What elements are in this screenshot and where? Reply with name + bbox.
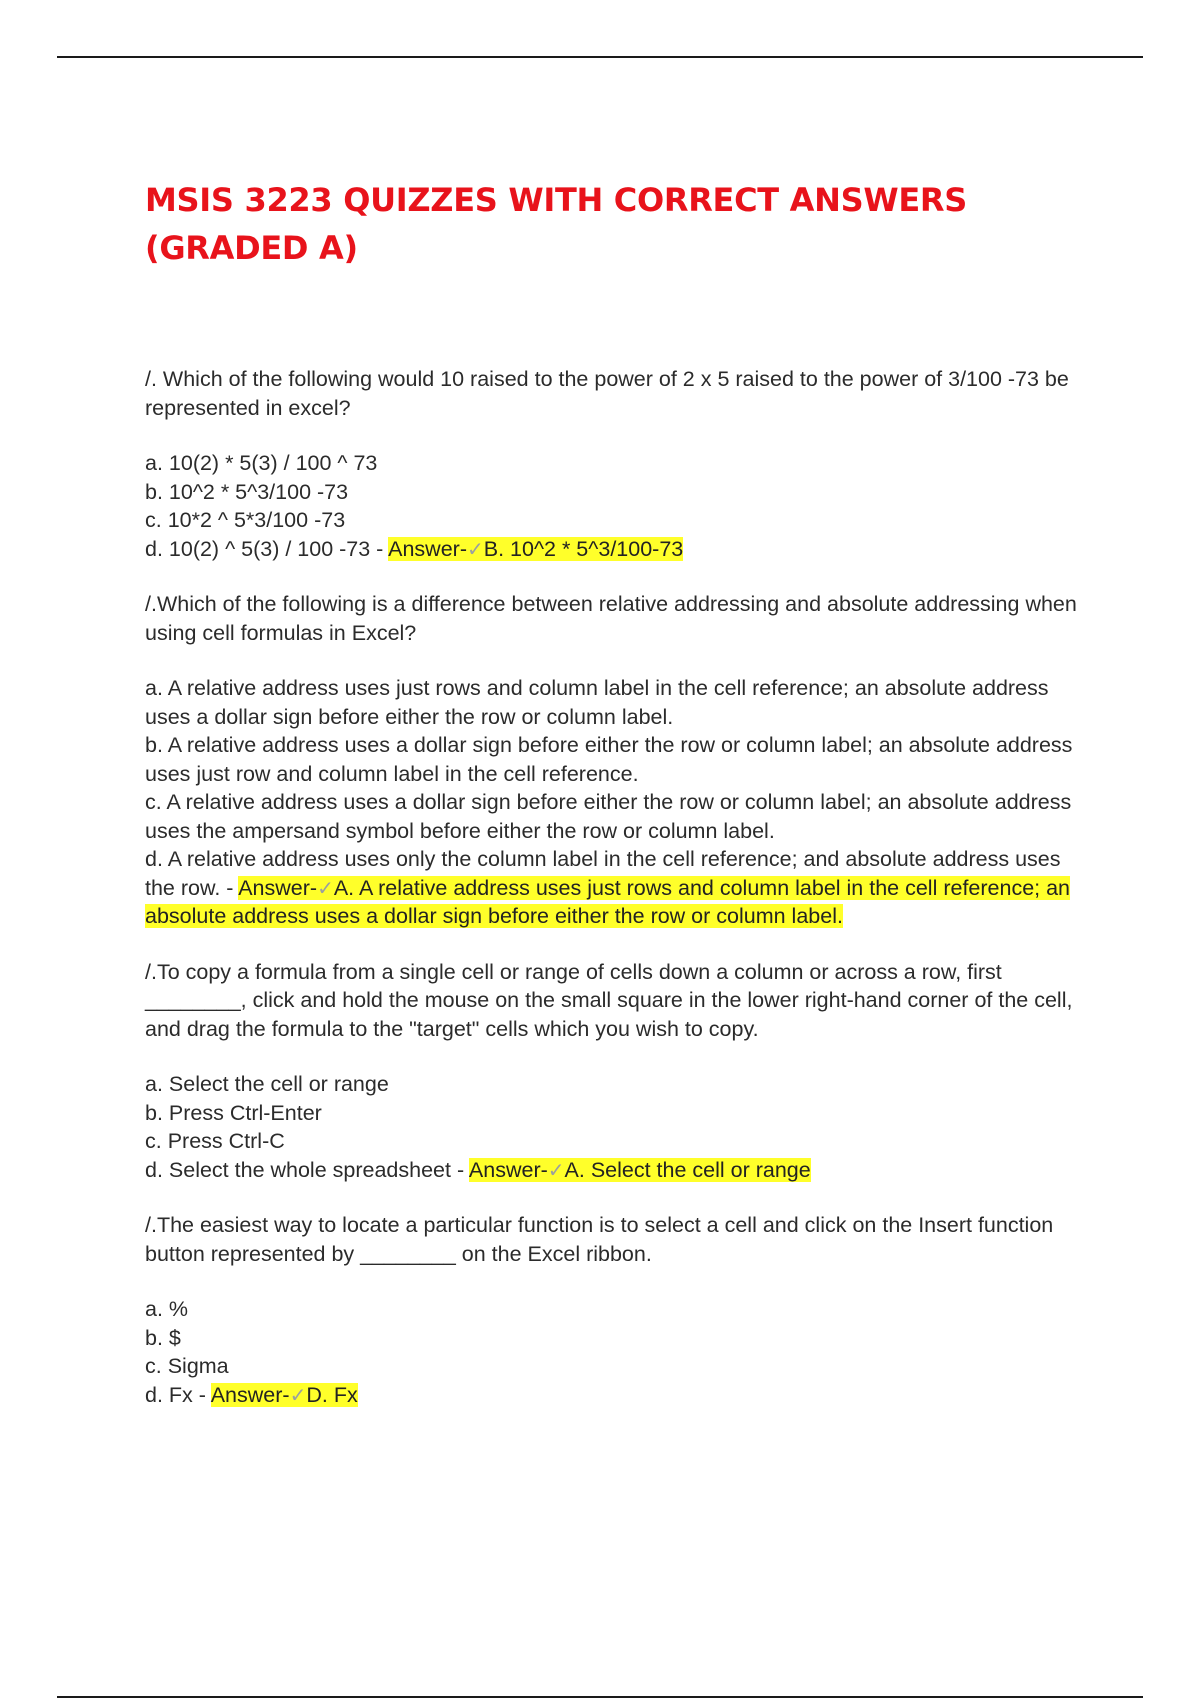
checkmark-icon: ✓ — [466, 536, 484, 561]
option-a: a. Select the cell or range — [145, 1072, 389, 1096]
checkmark-icon: ✓ — [317, 875, 334, 900]
option-d: d. A relative address uses only the column label in the cell reference; and absolute address uses the row. - — [145, 847, 1061, 900]
answer-text: A. A relative address uses just rows and column label in the cell reference; an absolute address uses a dollar sign before either the row or column label. — [145, 875, 1071, 928]
top-rule — [57, 56, 1143, 58]
title-line-2: (GRADED A) — [145, 229, 358, 267]
answer-text: D. Fx — [306, 1382, 358, 1407]
answer-highlight — [388, 537, 683, 561]
answer-text: A. Select the cell or range — [564, 1157, 811, 1182]
option-c: c. A relative address uses a dollar sign before either the row or column label; an absolute address uses the ampersand symbol before either the row or column label. — [145, 790, 1072, 843]
question-prompt: /. Which of the following would 10 raised to the power of 2 x 5 raised to the power of 3/100 -73 be represented in excel? — [145, 367, 1069, 420]
answer-prefix: Answer- — [210, 1382, 290, 1407]
question-block — [145, 590, 1080, 931]
answer-highlight — [211, 1383, 358, 1407]
option-b: b. 10^2 * 5^3/100 -73 — [145, 479, 349, 504]
answer-prefix: Answer- — [238, 875, 318, 900]
question-block — [145, 958, 1080, 1185]
question-prompt: /.To copy a formula from a single cell or range of cells down a column or across a row, first ________, click and hold the mouse on the small square in the lower right-hand corner of the cell, and drag the formula to the "target" cells which you wish to copy. — [145, 959, 1073, 1041]
checkmark-icon: ✓ — [289, 1382, 307, 1407]
checkmark-icon: ✓ — [547, 1157, 565, 1182]
quiz-content — [145, 365, 1080, 1436]
answer-highlight — [145, 876, 1070, 929]
answer-highlight — [469, 1158, 811, 1182]
option-c: c. 10*2 ^ 5*3/100 -73 — [145, 508, 346, 532]
option-d: d. Select the whole spreadsheet - — [145, 1157, 469, 1182]
answer-prefix: Answer- — [468, 1157, 548, 1182]
bottom-rule — [57, 1696, 1143, 1698]
option-a: a. A relative address uses just rows and column label in the cell reference; an absolute address uses a dollar sign before either the row or column label. — [145, 676, 1049, 729]
option-b: b. $ — [145, 1325, 181, 1350]
option-list — [145, 674, 1080, 931]
option-b: b. A relative address uses a dollar sign before either the row or column label; an absolute address uses just row and column label in the cell reference. — [145, 733, 1073, 786]
option-d: d. 10(2) ^ 5(3) / 100 -73 - — [145, 536, 389, 561]
title-line-1: MSIS 3223 QUIZZES WITH CORRECT ANSWERS — [145, 181, 968, 219]
option-d-with-answer — [145, 1381, 1080, 1410]
answer-prefix: Answer- — [388, 536, 467, 561]
option-c: c. Press Ctrl-C — [145, 1129, 285, 1153]
option-list — [145, 449, 1080, 563]
option-a: a. % — [145, 1297, 189, 1321]
option-list — [145, 1295, 1080, 1409]
option-list — [145, 1070, 1080, 1184]
document-title — [145, 176, 1045, 272]
question-prompt: /.The easiest way to locate a particular function is to select a cell and click on the Insert function button represented by ________ on the Excel ribbon. — [145, 1213, 1054, 1266]
option-d-with-answer — [145, 1156, 1080, 1185]
question-block — [145, 1211, 1080, 1409]
option-b: b. Press Ctrl-Enter — [145, 1100, 322, 1125]
option-c: c. Sigma — [145, 1354, 229, 1378]
answer-text: B. 10^2 * 5^3/100-73 — [483, 536, 684, 561]
option-d-with-answer — [145, 535, 1080, 564]
question-block — [145, 365, 1080, 563]
option-d: d. Fx - — [145, 1382, 211, 1407]
option-a: a. 10(2) * 5(3) / 100 ^ 73 — [145, 451, 378, 475]
option-d-with-answer — [145, 845, 1080, 931]
question-prompt: /.Which of the following is a difference between relative addressing and absolute addressing when using cell formulas in Excel? — [145, 592, 1077, 645]
